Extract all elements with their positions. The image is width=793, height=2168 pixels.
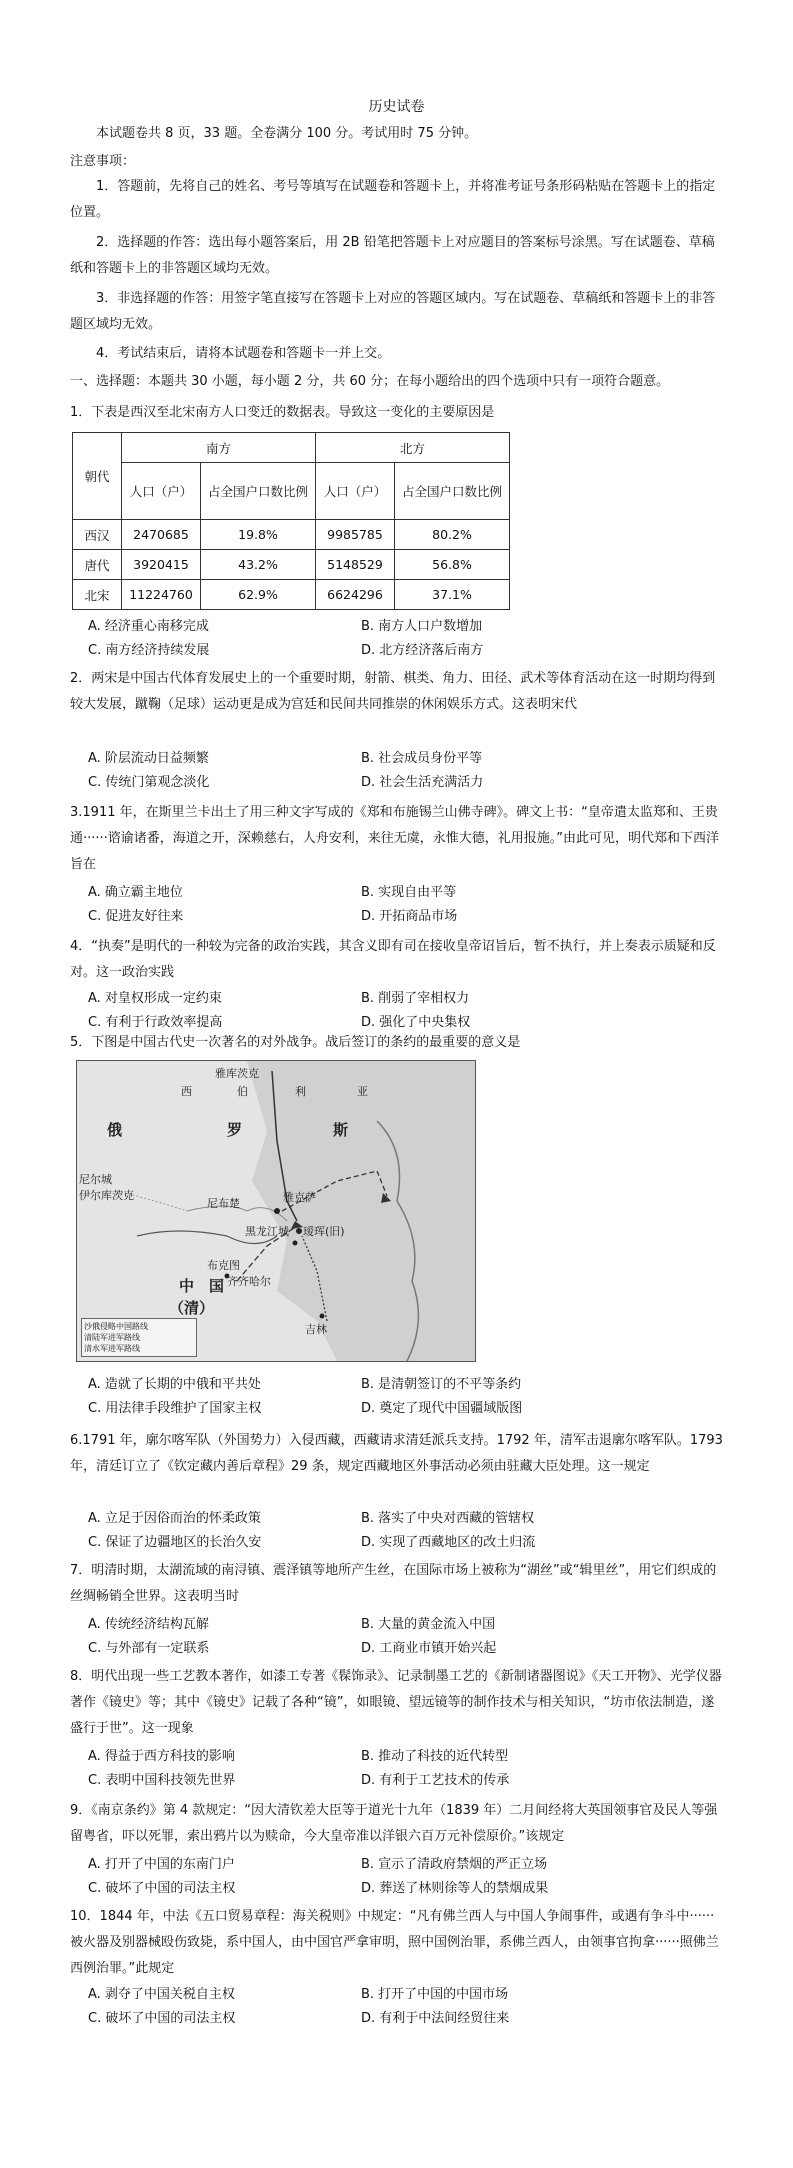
option-b: B. 落实了中央对西藏的管辖权: [361, 1511, 535, 1526]
population-table: [72, 432, 510, 610]
page-title: 历史试卷: [368, 99, 425, 115]
question-3-stem: 3.1911 年，在斯里兰卡出土了用三种文字写成的《郑和布施锡兰山佛寺碑》。碑文上书：“皇帝遣太监郑和、王贵通······谘谕诸番，海道之开，深赖慈右，人舟安利，来往无虞，永惟大德，礼用报施。”由此可见，明代郑和下西洋旨在: [70, 805, 720, 872]
question-7-stem: 7．明清时期，太湖流域的南浔镇、震泽镇等地所产生丝，在国际市场上被称为“湖丝”或“辑里丝”，用它们织成的丝绸畅销全世界。这表明当时: [70, 1563, 717, 1604]
option-d: D. 实现了西藏地区的改土归流: [361, 1535, 536, 1550]
table-row: [73, 433, 510, 463]
option-d: D. 有利于工艺技术的传承: [361, 1773, 510, 1788]
option-d: D. 强化了中央集权: [361, 1015, 471, 1030]
label-siberia-2: 伯: [237, 1085, 248, 1098]
table-cell: 11224760: [122, 580, 201, 610]
option-a: A. 剥夺了中国关税自主权: [88, 1987, 235, 2002]
table-cell: 9985785: [316, 520, 395, 550]
table-cell: 19.8%: [201, 520, 316, 550]
war-map: [76, 1060, 476, 1362]
label-siberia-4: 亚: [357, 1085, 368, 1098]
option-b: B. 南方人口户数增加: [361, 619, 483, 634]
table-row: [73, 463, 510, 520]
table-header-dynasty: 朝代: [73, 433, 122, 520]
option-d: D. 有利于中法间经贸往来: [361, 2011, 510, 2026]
option-d: D. 北方经济落后南方: [361, 643, 484, 658]
label-nerchinsk-city: 尼尔城: [79, 1173, 112, 1186]
label-qiqihar: 齐齐哈尔: [227, 1275, 271, 1288]
label-russia-3: 斯: [333, 1121, 349, 1139]
option-d: D. 工商业市镇开始兴起: [361, 1641, 497, 1656]
option-a: A. 经济重心南移完成: [88, 619, 209, 634]
option-a: A. 阶层流动日益频繁: [88, 751, 209, 766]
option-b: B. 是清朝签订的不平等条约: [361, 1377, 522, 1392]
label-siberia-1: 西: [181, 1085, 192, 1098]
label-russia-1: 俄: [107, 1121, 123, 1139]
question-1-stem: 1．下表是西汉至北宋南方人口变迁的数据表。导致这一变化的主要原因是: [70, 405, 495, 420]
table-header-south-share: 占全国户口数比例: [201, 463, 316, 520]
intro-text: 本试题卷共 8 页，33 题。全卷满分 100 分。考试用时 75 分钟。: [96, 126, 478, 141]
option-a: A. 传统经济结构瓦解: [88, 1617, 209, 1632]
table-cell: 2470685: [122, 520, 201, 550]
note-4: 4．考试结束后，请将本试题卷和答题卡一并上交。: [96, 346, 391, 361]
option-c: C. 保证了边疆地区的长治久安: [88, 1535, 262, 1550]
option-b: B. 宣示了清政府禁烟的严正立场: [361, 1857, 548, 1872]
question-10-stem: 10．1844 年，中法《五口贸易章程：海关税则》中规定：“凡有佛兰西人与中国人争闹事件，或遇有争斗中······被火器及别器械殴伤致毙，系中国人，由中国官严拿审明，照中国例治罪，系佛兰西人，由领事官拘拿······照佛兰西例治罪。”此规定: [70, 1909, 719, 1976]
table-cell: 5148529: [316, 550, 395, 580]
option-b: B. 社会成员身份平等: [361, 751, 483, 766]
option-b: B. 实现自由平等: [361, 885, 457, 900]
option-a: A. 打开了中国的东南门户: [88, 1857, 235, 1872]
option-c: C. 破坏了中国的司法主权: [88, 2011, 236, 2026]
option-c: C. 用法律手段维护了国家主权: [88, 1401, 262, 1416]
option-c: C. 南方经济持续发展: [88, 643, 210, 658]
label-yakutsk: 雅库茨克: [215, 1067, 259, 1080]
option-b: B. 大量的黄金流入中国: [361, 1617, 496, 1632]
question-2-stem: 2．两宋是中国古代体育发展史上的一个重要时期，射箭、棋类、角力、田径、武术等体育活动在这一时期均得到较大发展，蹴鞠（足球）运动更是成为宫廷和民间共同推崇的休闲娱乐方式。这表明宋代: [70, 671, 716, 712]
table-cell: 37.1%: [395, 580, 510, 610]
table-cell: 西汉: [73, 520, 122, 550]
map-legend: [81, 1318, 197, 1357]
legend-item: 沙俄侵略中国路线: [84, 1322, 148, 1331]
table-cell: 北宋: [73, 580, 122, 610]
note-3: 3．非选择题的作答：用签字笔直接写在答题卡上对应的答题区域内。写在试题卷、草稿纸和答题卡上的非答题区域均无效。: [70, 291, 716, 332]
legend-item: 清水军进军路线: [84, 1344, 140, 1353]
table-cell: 62.9%: [201, 580, 316, 610]
section-heading: 一、选择题：本题共 30 小题，每小题 2 分，共 60 分；在每小题给出的四个选项中只有一项符合题意。: [70, 374, 670, 389]
legend-item: 清陆军进军路线: [84, 1333, 140, 1342]
map-drawing: [77, 1061, 475, 1361]
label-bukui: 布克图: [207, 1259, 240, 1272]
table-row: [73, 580, 510, 610]
label-qing: （清）: [169, 1299, 215, 1317]
option-d: D. 社会生活充满活力: [361, 775, 484, 790]
option-d: D. 葬送了林则徐等人的禁烟成果: [361, 1881, 549, 1896]
notes-heading: 注意事项：: [70, 154, 136, 169]
table-cell: 唐代: [73, 550, 122, 580]
label-jilin: 吉林: [305, 1323, 327, 1336]
table-cell: 56.8%: [395, 550, 510, 580]
note-1: 1．答题前，先将自己的姓名、考号等填写在试题卷和答题卡上，并将准考证号条形码粘贴在答题卡上的指定位置。: [70, 179, 716, 220]
question-6-stem: 6.1791 年，廓尔喀军队（外国势力）入侵西藏，西藏请求清廷派兵支持。1792 年，清军击退廓尔喀军队。1793 年，清廷订立了《钦定藏内善后章程》29 条，规定西藏地区外事活动必须由驻藏大臣处理。这一规定: [70, 1433, 723, 1474]
option-a: A. 对皇权形成一定约束: [88, 991, 222, 1006]
option-d: D. 奠定了现代中国疆域版图: [361, 1401, 523, 1416]
table-cell: 43.2%: [201, 550, 316, 580]
table-header-north: 北方: [316, 433, 510, 463]
label-aigun: 黑龙江城: [245, 1225, 289, 1238]
label-aigun-old: 瑷珲(旧): [303, 1225, 345, 1238]
option-c: C. 促进友好往来: [88, 909, 184, 924]
label-russia-2: 罗: [227, 1121, 243, 1139]
table-row: [73, 520, 510, 550]
table-cell: 80.2%: [395, 520, 510, 550]
option-c: C. 传统门第观念淡化: [88, 775, 210, 790]
table-cell: 3920415: [122, 550, 201, 580]
question-4-stem: 4．“执奏”是明代的一种较为完备的政治实践，其含义即有司在接收皇帝诏旨后，暂不执行，并上奏表示质疑和反对。这一政治实践: [70, 939, 716, 980]
label-nerchinsk: 尼布楚: [207, 1197, 240, 1210]
table-header-south-pop: 人口（户）: [122, 463, 201, 520]
label-albazin: 雅克萨: [283, 1191, 316, 1204]
option-c: C. 与外部有一定联系: [88, 1641, 210, 1656]
question-8-stem: 8．明代出现一些工艺教本著作，如漆工专著《髹饰录》、记录制墨工艺的《新制诸器图说》《天工开物》、光学仪器著作《镜史》等；其中《镜史》记载了各种“镜”，如眼镜、望远镜等的制作技术与相关知识，“坊市依法制造，遂盛行于世”。这一现象: [70, 1669, 722, 1736]
option-a: A. 得益于西方科技的影响: [88, 1749, 235, 1764]
option-a: A. 造就了长期的中俄和平共处: [88, 1377, 261, 1392]
option-c: C. 表明中国科技领先世界: [88, 1773, 236, 1788]
question-5-stem: 5．下图是中国古代史一次著名的对外战争。战后签订的条约的最重要的意义是: [70, 1035, 521, 1050]
option-d: D. 开拓商品市场: [361, 909, 458, 924]
table-row: [73, 550, 510, 580]
question-9-stem: 9．《南京条约》第 4 款规定：“因大清钦差大臣等于道光十九年（1839 年）二月间经将大英国领事官及民人等强留粤省，吓以死罪，索出鸦片以为赎命，今大皇帝准以洋银六百万元补偿原价。”该规定: [70, 1803, 718, 1844]
label-irkutsk: 伊尔库茨克: [79, 1189, 134, 1202]
note-2: 2．选择题的作答：选出每小题答案后，用 2B 铅笔把答题卡上对应题目的答案标号涂黑。写在试题卷、草稿纸和答题卡上的非答题区域均无效。: [70, 235, 715, 276]
table-header-south: 南方: [122, 433, 316, 463]
option-b: B. 削弱了宰相权力: [361, 991, 470, 1006]
option-c: C. 破坏了中国的司法主权: [88, 1881, 236, 1896]
table-header-north-share: 占全国户口数比例: [395, 463, 510, 520]
table-cell: 6624296: [316, 580, 395, 610]
option-a: A. 立足于因俗而治的怀柔政策: [88, 1511, 261, 1526]
table-header-north-pop: 人口（户）: [316, 463, 395, 520]
option-b: B. 打开了中国的中国市场: [361, 1987, 509, 2002]
label-china: 中 国: [179, 1277, 225, 1295]
label-siberia-3: 利: [295, 1085, 306, 1098]
option-b: B. 推动了科技的近代转型: [361, 1749, 509, 1764]
option-a: A. 确立霸主地位: [88, 885, 183, 900]
option-c: C. 有利于行政效率提高: [88, 1015, 223, 1030]
